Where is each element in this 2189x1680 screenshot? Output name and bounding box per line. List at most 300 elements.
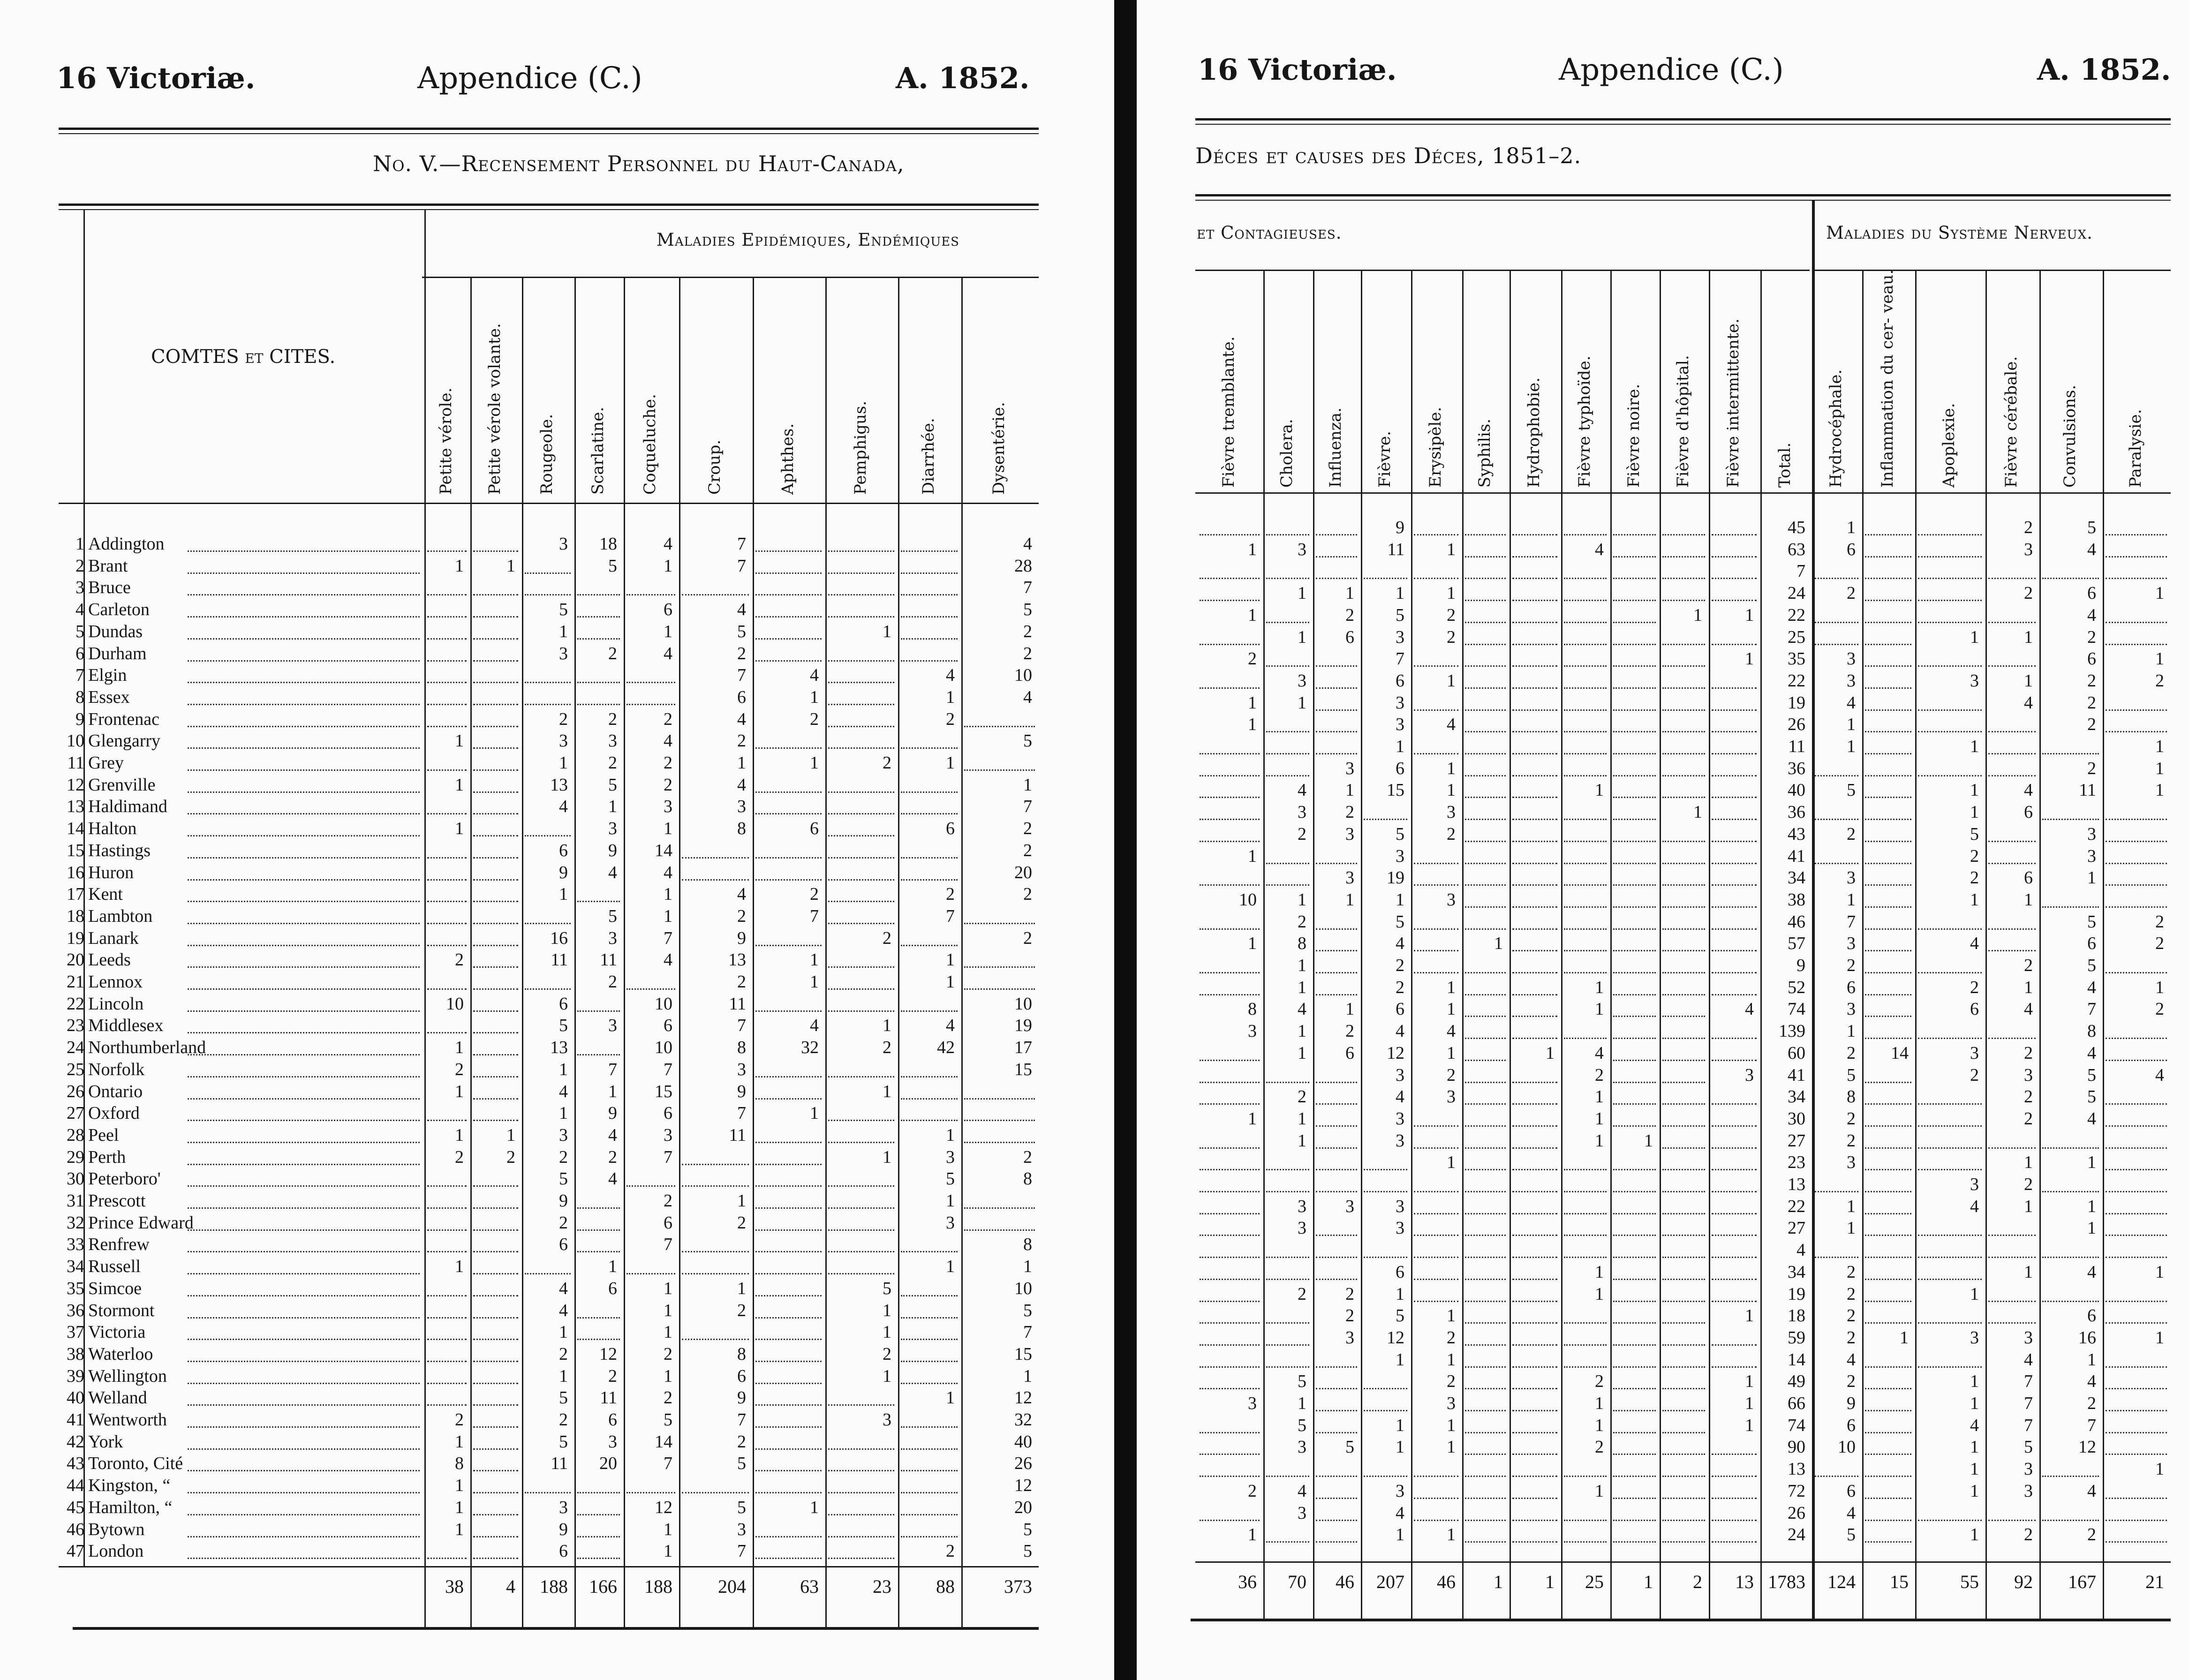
empty-cell-dots xyxy=(473,616,518,618)
table-cell: 1 xyxy=(1447,1525,1456,1545)
empty-cell-dots xyxy=(1465,1082,1506,1083)
table-cell: 1 xyxy=(1693,605,1702,625)
table-cell: 5 xyxy=(1345,1437,1354,1457)
empty-cell-dots xyxy=(964,769,1035,771)
total-cell: 1 xyxy=(1644,1571,1653,1592)
table-cell: 1 xyxy=(2087,1196,2096,1216)
table-cell: 3 xyxy=(1248,1021,1257,1041)
empty-cell-dots xyxy=(755,1448,822,1450)
row-number: 4 xyxy=(75,600,84,620)
group-rule xyxy=(422,277,1039,278)
total-cell: 13 xyxy=(1735,1571,1754,1592)
table-cell: 4 xyxy=(1847,693,1856,713)
empty-cell-dots xyxy=(901,1098,958,1100)
table-cell: 2 xyxy=(455,1410,464,1430)
empty-cell-dots xyxy=(1414,1235,1458,1236)
empty-cell-dots xyxy=(1266,731,1309,732)
county-name: Halton xyxy=(88,819,137,839)
table-cell: 1 xyxy=(1396,1284,1404,1304)
table-cell: 5 xyxy=(559,600,568,620)
empty-cell-dots xyxy=(1662,841,1705,842)
empty-cell-dots xyxy=(1200,1432,1260,1433)
row-number: 8 xyxy=(75,687,84,707)
table-cell: 2 xyxy=(1595,1065,1604,1085)
table-cell: 2 xyxy=(1847,1262,1856,1282)
table-cell: 12 xyxy=(599,1344,617,1364)
empty-cell-dots xyxy=(1316,731,1357,732)
column-header: Cholera. xyxy=(1277,419,1296,488)
table-cell: 7 xyxy=(737,665,746,686)
table-cell: 4 xyxy=(1796,1240,1805,1260)
county-name: Perth xyxy=(88,1147,126,1167)
table-cell: 2 xyxy=(1396,956,1404,975)
empty-cell-dots xyxy=(1512,731,1557,732)
empty-cell-dots xyxy=(755,660,822,662)
table-cell: 8 xyxy=(1847,1087,1856,1107)
leader-dots xyxy=(188,550,420,552)
row-number: 43 xyxy=(67,1454,84,1474)
table-cell: 6 xyxy=(1396,1262,1404,1282)
empty-cell-dots xyxy=(1512,556,1557,557)
empty-cell-dots xyxy=(1266,775,1309,776)
table-cell: 3 xyxy=(883,1410,891,1430)
county-name: Huron xyxy=(88,862,134,882)
table-cell: 1 xyxy=(1970,1481,1979,1501)
empty-cell-dots xyxy=(1865,950,1911,951)
table-cell: 1 xyxy=(1345,780,1354,800)
empty-cell-dots xyxy=(1564,928,1607,930)
empty-cell-dots xyxy=(755,1470,822,1471)
table-cell: 5 xyxy=(608,906,617,926)
empty-cell-dots xyxy=(473,682,518,683)
table-cell: 1 xyxy=(1595,1108,1604,1129)
empty-cell-dots xyxy=(1364,1476,1407,1477)
empty-cell-dots xyxy=(1512,578,1557,579)
table-cell: 2 xyxy=(1847,1043,1856,1063)
empty-cell-dots xyxy=(427,923,467,924)
table-cell: 1 xyxy=(2024,1153,2033,1173)
empty-cell-dots xyxy=(2106,1213,2167,1214)
leader-dots xyxy=(188,1514,420,1515)
empty-cell-dots xyxy=(1712,797,1757,798)
empty-cell-dots xyxy=(2106,906,2167,908)
empty-cell-dots xyxy=(1564,665,1607,667)
table-cell: 1 xyxy=(2087,1218,2096,1238)
header-rule-thin xyxy=(1195,124,2171,125)
empty-cell-dots xyxy=(1512,1520,1557,1521)
table-cell: 7 xyxy=(737,556,746,576)
empty-cell-dots xyxy=(828,988,894,990)
table-cell: 1 xyxy=(1970,1437,1979,1457)
table-cell: 7 xyxy=(1023,1322,1032,1342)
empty-cell-dots xyxy=(1364,1388,1407,1389)
empty-cell-dots xyxy=(427,1558,467,1559)
table-cell: 2 xyxy=(608,709,617,729)
header-appendix: Appendice (C.) xyxy=(417,61,642,96)
table-cell: 1 xyxy=(559,1059,568,1079)
table-cell: 34 xyxy=(1788,868,1805,888)
table-cell: 7 xyxy=(2024,1394,2033,1413)
table-cell: 11 xyxy=(600,950,617,970)
table-cell: 7 xyxy=(2087,999,2096,1019)
table-cell: 1 xyxy=(946,753,955,773)
empty-cell-dots xyxy=(964,966,1035,968)
empty-cell-dots xyxy=(1266,863,1309,864)
table-title: No. V.—Recensement Personnel du Haut-Canada, xyxy=(373,151,905,176)
table-cell: 3 xyxy=(1345,868,1354,888)
empty-cell-dots xyxy=(1918,578,1982,579)
table-cell: 6 xyxy=(559,840,568,860)
empty-cell-dots xyxy=(1564,775,1607,776)
empty-cell-dots xyxy=(1414,884,1458,886)
empty-cell-dots xyxy=(1512,1016,1557,1017)
empty-cell-dots xyxy=(828,1558,894,1559)
empty-cell-dots xyxy=(473,1317,518,1318)
empty-cell-dots xyxy=(1200,994,1260,995)
table-cell: 66 xyxy=(1788,1394,1805,1413)
empty-cell-dots xyxy=(577,1514,620,1515)
county-name: Hastings xyxy=(88,840,151,860)
empty-cell-dots xyxy=(1564,753,1607,754)
empty-cell-dots xyxy=(473,1361,518,1362)
empty-cell-dots xyxy=(427,1317,467,1318)
table-cell: 1 xyxy=(1970,737,1979,756)
empty-cell-dots xyxy=(577,1010,620,1012)
empty-cell-dots xyxy=(1662,1213,1705,1214)
table-cell: 1 xyxy=(883,1147,891,1167)
leader-dots xyxy=(188,1317,420,1318)
empty-cell-dots xyxy=(1613,1388,1656,1389)
empty-cell-dots xyxy=(1712,950,1757,951)
empty-cell-dots xyxy=(577,1229,620,1231)
empty-cell-dots xyxy=(1200,1169,1260,1170)
group-header-epidemic: et Contagieuses. xyxy=(1197,223,1342,243)
column-header: Fièvre intermittente. xyxy=(1724,318,1743,488)
empty-cell-dots xyxy=(1512,534,1557,535)
table-cell: 4 xyxy=(2024,1349,2033,1370)
table-cell: 2 xyxy=(1248,649,1257,669)
empty-cell-dots xyxy=(1662,1301,1705,1302)
table-cell: 2 xyxy=(1847,1284,1856,1304)
column-header: Paralysie. xyxy=(2126,409,2145,488)
empty-cell-dots xyxy=(1712,1125,1757,1127)
empty-cell-dots xyxy=(1613,863,1656,864)
empty-cell-dots xyxy=(1316,687,1357,689)
empty-cell-dots xyxy=(1512,687,1557,689)
table-cell: 2 xyxy=(455,1059,464,1079)
empty-cell-dots xyxy=(2106,1038,2167,1039)
empty-cell-dots xyxy=(1918,1125,1982,1127)
empty-cell-dots xyxy=(1465,709,1506,711)
table-cell: 2 xyxy=(1345,605,1354,625)
empty-cell-dots xyxy=(1613,1454,1656,1455)
empty-cell-dots xyxy=(1662,1125,1705,1127)
table-cell: 3 xyxy=(1345,824,1354,844)
empty-cell-dots xyxy=(1988,1235,2036,1236)
table-top-rule-thin xyxy=(1195,200,2171,201)
table-cell: 3 xyxy=(1970,670,1979,691)
table-cell: 1 xyxy=(1248,605,1257,625)
table-cell: 1 xyxy=(2155,1327,2164,1348)
table-cell: 4 xyxy=(1447,1021,1456,1041)
table-cell: 2 xyxy=(2024,1175,2033,1194)
empty-cell-dots xyxy=(2042,819,2099,820)
empty-cell-dots xyxy=(473,1558,518,1559)
total-cell: 124 xyxy=(1827,1571,1856,1592)
empty-cell-dots xyxy=(427,1120,467,1121)
table-cell: 1 xyxy=(1248,846,1257,866)
empty-cell-dots xyxy=(1712,687,1757,689)
empty-cell-dots xyxy=(1465,556,1506,557)
table-cell: 3 xyxy=(1847,649,1856,669)
column-header: Croup. xyxy=(705,439,724,495)
table-cell: 7 xyxy=(737,1541,746,1561)
table-cell: 5 xyxy=(2087,912,2096,932)
empty-cell-dots xyxy=(1662,644,1705,645)
empty-cell-dots xyxy=(2106,1454,2167,1455)
empty-cell-dots xyxy=(1316,1541,1357,1543)
empty-cell-dots xyxy=(1512,994,1557,995)
empty-cell-dots xyxy=(2042,1476,2099,1477)
group-header-nervous: Maladies du Système Nerveux. xyxy=(1826,223,2093,243)
empty-cell-dots xyxy=(1613,644,1656,645)
table-cell: 2 xyxy=(737,906,746,926)
empty-cell-dots xyxy=(427,879,467,881)
empty-cell-dots xyxy=(2042,1147,2099,1149)
table-cell: 38 xyxy=(1788,889,1805,910)
empty-cell-dots xyxy=(1865,622,1911,623)
empty-cell-dots xyxy=(427,857,467,859)
empty-cell-dots xyxy=(1662,731,1705,732)
empty-cell-dots xyxy=(1712,1476,1757,1477)
table-cell: 5 xyxy=(1396,1306,1404,1326)
table-cell: 1 xyxy=(455,731,464,751)
empty-cell-dots xyxy=(427,616,467,618)
empty-cell-dots xyxy=(1316,534,1357,535)
table-cell: 1 xyxy=(1847,1196,1856,1216)
table-cell: 1 xyxy=(1298,693,1306,713)
empty-cell-dots xyxy=(1414,972,1458,973)
empty-cell-dots xyxy=(755,791,822,793)
table-cell: 2 xyxy=(1447,1065,1456,1085)
empty-cell-dots xyxy=(1512,863,1557,864)
empty-cell-dots xyxy=(1988,1257,2036,1258)
table-cell: 3 xyxy=(1396,1065,1404,1085)
column-header: Inflammation du cer- veau. xyxy=(1878,269,1897,488)
table-cell: 1 xyxy=(1298,977,1306,997)
empty-cell-dots xyxy=(1613,1344,1656,1346)
table-cell: 5 xyxy=(946,1169,955,1189)
empty-cell-dots xyxy=(473,704,518,705)
table-cell: 2 xyxy=(559,1147,568,1167)
total-cell: 1783 xyxy=(1768,1571,1805,1592)
leader-dots xyxy=(188,1076,420,1077)
empty-cell-dots xyxy=(1988,1301,2036,1302)
empty-cell-dots xyxy=(525,923,571,924)
table-cell: 10 xyxy=(1014,665,1032,686)
table-cell: 2 xyxy=(737,1300,746,1320)
row-number: 36 xyxy=(67,1300,84,1320)
table-cell: 6 xyxy=(1970,999,1979,1019)
table-cell: 9 xyxy=(737,1081,746,1101)
header-rule-thin xyxy=(59,133,1039,134)
county-name: Dundas xyxy=(88,621,143,641)
table-cell: 1 xyxy=(664,819,672,839)
table-cell: 3 xyxy=(559,1497,568,1517)
empty-cell-dots xyxy=(1865,534,1911,535)
table-cell: 1 xyxy=(946,1191,955,1211)
table-cell: 3 xyxy=(1396,846,1404,866)
empty-cell-dots xyxy=(1465,1476,1506,1477)
table-cell: 9 xyxy=(1796,956,1805,975)
empty-cell-dots xyxy=(1465,665,1506,667)
empty-cell-dots xyxy=(473,1273,518,1274)
empty-cell-dots xyxy=(964,1142,1035,1143)
empty-cell-dots xyxy=(901,1317,958,1318)
empty-cell-dots xyxy=(427,945,467,946)
empty-cell-dots xyxy=(1865,819,1911,820)
empty-cell-dots xyxy=(1815,644,1858,645)
table-cell: 20 xyxy=(1014,1497,1032,1517)
empty-cell-dots xyxy=(2106,1125,2167,1127)
empty-cell-dots xyxy=(1662,1432,1705,1433)
table-cell: 26 xyxy=(1014,1454,1032,1474)
empty-cell-dots xyxy=(1865,1410,1911,1411)
empty-cell-dots xyxy=(1512,1235,1557,1236)
column-header: Coqueluche. xyxy=(641,394,659,495)
empty-cell-dots xyxy=(1815,1191,1858,1192)
table-cell: 4 xyxy=(559,797,568,817)
column-header: Petite vérole volante. xyxy=(485,323,504,495)
empty-cell-dots xyxy=(473,1032,518,1033)
table-cell: 139 xyxy=(1779,1021,1805,1041)
empty-cell-dots xyxy=(1613,1322,1656,1324)
table-cell: 2 xyxy=(1345,1306,1354,1326)
county-name: Stormont xyxy=(88,1300,155,1320)
table-cell: 3 xyxy=(664,1125,672,1145)
empty-cell-dots xyxy=(1662,972,1705,973)
county-name: Prescott xyxy=(88,1191,146,1211)
county-name: Brant xyxy=(88,556,128,576)
table-cell: 1 xyxy=(1745,1394,1754,1413)
table-cell: 3 xyxy=(1847,999,1856,1019)
empty-cell-dots xyxy=(1712,1038,1757,1039)
table-cell: 1 xyxy=(608,1257,617,1277)
empty-cell-dots xyxy=(901,747,958,749)
table-cell: 1 xyxy=(1847,1021,1856,1041)
row-number: 29 xyxy=(67,1147,84,1167)
empty-cell-dots xyxy=(828,1492,894,1493)
empty-cell-dots xyxy=(1465,1366,1506,1368)
table-cell: 4 xyxy=(608,1169,617,1189)
table-cell: 12 xyxy=(1387,1327,1404,1348)
table-cell: 2 xyxy=(2024,1043,2033,1063)
empty-cell-dots xyxy=(1465,972,1506,973)
empty-cell-dots xyxy=(1512,665,1557,667)
table-cell: 11 xyxy=(551,950,568,970)
column-line xyxy=(1862,271,1864,1619)
empty-cell-dots xyxy=(1200,819,1260,820)
table-cell: 1 xyxy=(1447,1043,1456,1063)
empty-cell-dots xyxy=(755,747,822,749)
empty-cell-dots xyxy=(577,1339,620,1340)
empty-cell-dots xyxy=(901,1448,958,1450)
empty-cell-dots xyxy=(828,704,894,705)
table-cell: 5 xyxy=(883,1278,891,1298)
empty-cell-dots xyxy=(525,988,571,990)
table-cell: 7 xyxy=(664,1147,672,1167)
empty-cell-dots xyxy=(427,594,467,595)
empty-cell-dots xyxy=(2106,1366,2167,1368)
table-cell: 4 xyxy=(2087,539,2096,559)
table-cell: 4 xyxy=(664,862,672,882)
empty-cell-dots xyxy=(1465,863,1506,864)
table-cell: 1 xyxy=(2024,1196,2033,1216)
table-cell: 10 xyxy=(1239,889,1257,910)
empty-cell-dots xyxy=(1613,1103,1656,1105)
table-cell: 4 xyxy=(664,534,672,554)
empty-cell-dots xyxy=(1200,753,1260,754)
empty-cell-dots xyxy=(1712,906,1757,908)
table-cell: 2 xyxy=(2155,999,2164,1019)
empty-cell-dots xyxy=(682,1339,749,1340)
empty-cell-dots xyxy=(828,901,894,902)
empty-cell-dots xyxy=(1200,1060,1260,1061)
table-cell: 4 xyxy=(737,775,746,795)
empty-cell-dots xyxy=(1316,928,1357,930)
table-cell: 1 xyxy=(1970,1459,1979,1479)
table-cell: 1 xyxy=(810,753,819,773)
group-rule-left xyxy=(1195,270,1810,271)
table-cell: 5 xyxy=(1396,912,1404,932)
leader-dots xyxy=(188,682,420,683)
empty-cell-dots xyxy=(473,1207,518,1209)
table-cell: 2 xyxy=(2087,758,2096,778)
row-number: 7 xyxy=(75,665,84,686)
table-cell: 3 xyxy=(1345,758,1354,778)
empty-cell-dots xyxy=(1712,775,1757,776)
table-cell: 4 xyxy=(664,731,672,751)
empty-cell-dots xyxy=(755,1164,822,1165)
empty-cell-dots xyxy=(828,966,894,968)
empty-cell-dots xyxy=(1918,972,1982,973)
empty-cell-dots xyxy=(1512,819,1557,820)
leader-dots xyxy=(188,1054,420,1055)
column-line xyxy=(1313,271,1314,1619)
table-cell: 4 xyxy=(1298,1481,1306,1501)
empty-cell-dots xyxy=(964,923,1035,924)
county-name: Bruce xyxy=(88,578,131,598)
empty-cell-dots xyxy=(1512,1498,1557,1499)
empty-cell-dots xyxy=(1200,841,1260,842)
empty-cell-dots xyxy=(1712,600,1757,601)
empty-cell-dots xyxy=(1613,1082,1656,1083)
empty-cell-dots xyxy=(1200,1454,1260,1455)
table-cell: 6 xyxy=(559,994,568,1014)
table-cell: 1 xyxy=(1745,1371,1754,1392)
table-cell: 16 xyxy=(2078,1327,2096,1348)
leader-dots xyxy=(188,945,420,946)
table-cell: 1 xyxy=(1970,780,1979,800)
county-name: Peel xyxy=(88,1125,119,1145)
table-cell: 7 xyxy=(664,1454,672,1474)
table-cell: 3 xyxy=(2087,846,2096,866)
table-cell: 2 xyxy=(883,1344,891,1364)
total-cell: 63 xyxy=(800,1576,819,1597)
empty-cell-dots xyxy=(755,857,822,859)
county-name: Middlesex xyxy=(88,1016,164,1036)
table-cell: 5 xyxy=(608,775,617,795)
